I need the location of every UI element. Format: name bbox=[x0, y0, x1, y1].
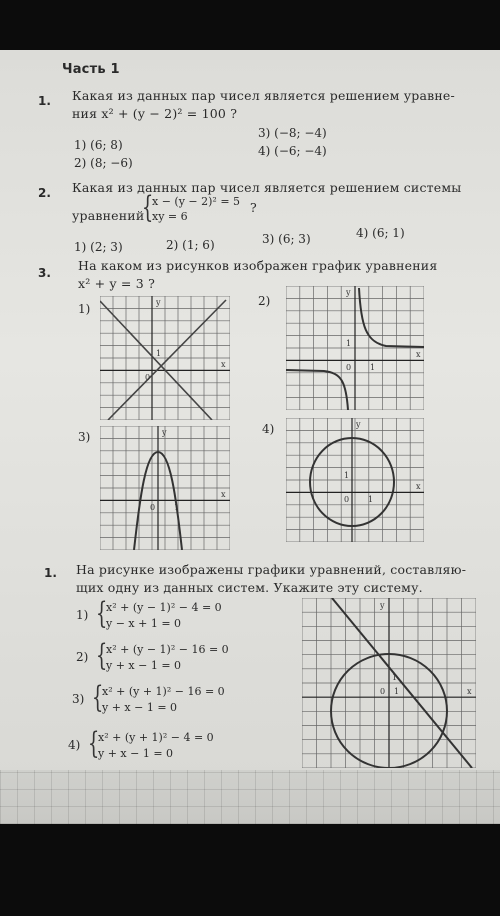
q4-option-2-eq1: x² + (y − 1)² − 16 = 0 bbox=[106, 643, 229, 656]
graph-5-zero-label: 0 bbox=[380, 687, 386, 696]
section-title: Часть 1 bbox=[62, 62, 120, 77]
q1-option-1: 1) (6; 8) bbox=[74, 138, 123, 152]
graph-1-grid bbox=[100, 296, 230, 420]
q2-text-line1: Какая из данных пар чисел является решением системы bbox=[72, 180, 462, 195]
graph-5-x-label: x bbox=[467, 687, 472, 696]
graph-1-one-label: 1 bbox=[156, 349, 162, 358]
graph-1-zero-label: 0 bbox=[145, 373, 151, 382]
q4-text-line1: На рисунке изображены графики уравнений, составляю- bbox=[76, 562, 467, 577]
q1-option-4: 4) (−6; −4) bbox=[258, 144, 327, 158]
graph-1-line-a bbox=[100, 301, 212, 420]
graph-4-circle bbox=[286, 418, 424, 542]
q4-option-3-eq1: x² + (y + 1)² − 16 = 0 bbox=[102, 685, 225, 698]
q4-text-line2: щих одну из данных систем. Укажите эту систему. bbox=[76, 580, 423, 595]
q1-text-line2: ния x² + (y − 2)² = 100 ? bbox=[72, 106, 238, 121]
q2-option-4: 4) (6; 1) bbox=[356, 226, 405, 240]
q4-option-1-label: 1) bbox=[76, 608, 89, 622]
q1-option-3: 3) (−8; −4) bbox=[258, 126, 327, 140]
q4-option-2-brace: { bbox=[95, 638, 108, 673]
q2-text-prefix: уравнений bbox=[72, 208, 145, 223]
q4-option-1-brace: { bbox=[95, 596, 108, 631]
graph-5-x-one-label: 1 bbox=[394, 687, 400, 696]
graph-1-crossing-lines bbox=[100, 296, 230, 420]
q4-option-3-label: 3) bbox=[72, 692, 85, 706]
graph-3-zero-label: 0 bbox=[150, 503, 156, 512]
q1-option-2: 2) (8; −6) bbox=[74, 156, 133, 170]
graph-4-y-label: y bbox=[356, 420, 361, 429]
graph-5-y-label: y bbox=[380, 601, 385, 610]
q4-option-3-eq2: y + x − 1 = 0 bbox=[102, 701, 178, 714]
q2-option-3: 3) (6; 3) bbox=[262, 232, 311, 246]
q3-text-line1: На каком из рисунков изображен график уравнения bbox=[78, 258, 438, 273]
q4-option-1-eq1: x² + (y − 1)² − 4 = 0 bbox=[106, 601, 222, 614]
q4-option-4-label: 4) bbox=[68, 738, 81, 752]
graph-4-x-label: x bbox=[416, 482, 421, 491]
q4-option-4-eq1: x² + (y + 1)² − 4 = 0 bbox=[98, 731, 214, 744]
q4-option-4-brace: { bbox=[87, 726, 100, 761]
q4-option-4-eq2: y + x − 1 = 0 bbox=[98, 747, 174, 760]
q1-number: 1. bbox=[38, 94, 51, 108]
q2-system-brace: { bbox=[141, 190, 154, 225]
q2-equation-2: xy = 6 bbox=[152, 210, 188, 223]
graph-2-one-label: 1 bbox=[346, 339, 352, 348]
graph-5-one-label: 1 bbox=[392, 673, 398, 682]
q3-label-3: 3) bbox=[78, 430, 91, 444]
graph-4-x-one-label: 1 bbox=[368, 495, 374, 504]
q3-label-4: 4) bbox=[262, 422, 275, 436]
graph-3-x-label: x bbox=[221, 490, 226, 499]
q2-option-2: 2) (1; 6) bbox=[166, 238, 215, 252]
graph-1-y-label: y bbox=[156, 298, 161, 307]
graph-3-parabola bbox=[100, 426, 230, 550]
graph-4-grid bbox=[286, 418, 424, 542]
worksheet-page bbox=[0, 50, 500, 810]
q2-number: 2. bbox=[38, 186, 51, 200]
q2-equation-1: x − (y − 2)² = 5 bbox=[152, 195, 241, 208]
q1-text-line1: Какая из данных пар чисел является решением уравне- bbox=[72, 88, 455, 103]
graph-2-y-label: y bbox=[346, 288, 351, 297]
graph-5-circle-and-line bbox=[302, 598, 476, 768]
graph-4-zero-label: 0 bbox=[344, 495, 350, 504]
q2-question-mark: ? bbox=[250, 200, 257, 215]
graph-2-x-label: x bbox=[416, 350, 421, 359]
q3-text-line2: x² + y = 3 ? bbox=[78, 276, 155, 291]
graph-2-zero-label: 0 bbox=[346, 363, 352, 372]
graph-4-one-label: 1 bbox=[344, 471, 350, 480]
graph-2-x-one-label: 1 bbox=[370, 363, 376, 372]
q4-option-2-label: 2) bbox=[76, 650, 89, 664]
q4-option-3-brace: { bbox=[91, 680, 104, 715]
graph-paper-strip bbox=[0, 770, 500, 824]
q4-number: 1. bbox=[44, 566, 57, 580]
q3-number: 3. bbox=[38, 266, 51, 280]
graph-3-grid bbox=[100, 426, 230, 550]
graph-2-branch-left bbox=[286, 370, 348, 410]
q2-option-1: 1) (2; 3) bbox=[74, 240, 123, 254]
graph-1-x-label: x bbox=[221, 360, 226, 369]
graph-3-x-one-label: 1 bbox=[174, 503, 180, 512]
q4-option-1-eq2: y − x + 1 = 0 bbox=[106, 617, 182, 630]
graph-3-y-label: y bbox=[162, 428, 167, 437]
q4-option-2-eq2: y + x − 1 = 0 bbox=[106, 659, 182, 672]
graph-2-hyperbola bbox=[286, 286, 424, 410]
q3-label-2: 2) bbox=[258, 294, 271, 308]
q3-label-1: 1) bbox=[78, 302, 91, 316]
